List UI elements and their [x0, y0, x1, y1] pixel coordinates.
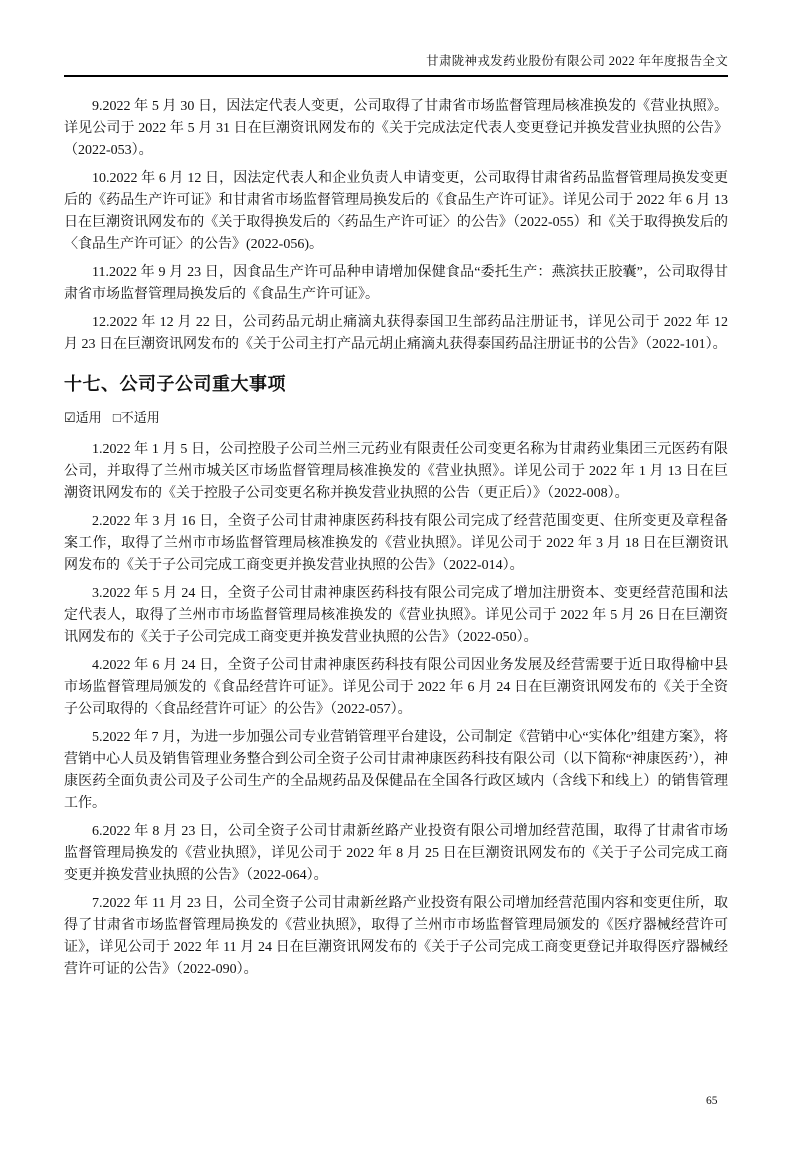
paragraph-item-3: 3.2022 年 5 月 24 日，全资子公司甘肃神康医药科技有限公司完成了增加注册资本、变更经营范围和法定代表人，取得了兰州市市场监督管理局核准换发的《营业执照》。详见公司于 2022 年 5 月 26 日在巨潮资讯网发布的《关于子公司完成工商变更并换发营业执照的公告》（2022-050）。 [64, 586, 728, 645]
section-heading: 十七、公司子公司重大事项 [64, 374, 286, 394]
paragraph-item-9: 9.2022 年 5 月 30 日，因法定代表人变更，公司取得了甘肃省市场监督管理局核准换发的《营业执照》。详见公司于 2022 年 5 月 31 日在巨潮资讯网发布的《关于完成法定代表人变更登记并换发营业执照的公告》（2022-053）。 [64, 99, 728, 158]
paragraph-item-5: 5.2022 年 7 月，为进一步加强公司专业营销管理平台建设，公司制定《营销中心“实体化”组建方案》，将营销中心人员及销售管理业务整合到公司全资子公司甘肃神康医药科技有限公司（以下简称“神康医药’），神康医药全面负责公司及子公司生产的全品规药品及保健品在全国各行政区域内（含线下和线上）的销售管理工作。 [64, 730, 728, 811]
page-content [0, 54, 793, 981]
paragraph-item-10: 10.2022 年 6 月 12 日，因法定代表人和企业负责人申请变更，公司取得甘肃省药品监督管理局换发变更后的《药品生产许可证》和甘肃省市场监督管理局换发后的《食品生产许可证》。详见公司于 2022 年 6 月 13 日在巨潮资讯网发布的《关于取得换发后的〈药品生产许可证〉的公告》（2022-055）和《关于取得换发后的〈食品生产许可证〉的公告》(2022-056)。 [64, 171, 728, 252]
report-title: 甘肃陇神戎发药业股份有限公司 2022 年年度报告全文 [426, 54, 728, 68]
applicable-checkbox-label: ☑适用 [64, 410, 102, 425]
paragraph-item-1: 1.2022 年 1 月 5 日，公司控股子公司兰州三元药业有限责任公司变更名称为甘肃药业集团三元医药有限公司，并取得了兰州市城关区市场监督管理局核准换发的《营业执照》。详见公司于 2022 年 1 月 13 日在巨潮资讯网发布的《关于控股子公司变更名称并换发营业执照的公告（更正后）》（2022-008）。 [64, 442, 728, 501]
paragraph-item-7: 7.2022 年 11 月 23 日，公司全资子公司甘肃新丝路产业投资有限公司增加经营范围内容和变更住所，取得了甘肃省市场监督管理局换发的《营业执照》，取得了兰州市市场监督管理局颁发的《医疗器械经营许可证》，详见公司于 2022 年 11 月 24 日在巨潮资讯网发布的《关于子公司完成工商变更登记并取得医疗器械经营许可证的公告》（2022-090）。 [64, 896, 728, 977]
applicability-row [64, 409, 728, 427]
paragraph-item-11: 11.2022 年 9 月 23 日，因食品生产许可品种申请增加保健食品“委托生产：燕滨扶正胶囊”，公司取得甘肃省市场监督管理局换发后的《食品生产许可证》。 [64, 265, 728, 302]
page-number: 65 [706, 1095, 718, 1107]
paragraph-item-4: 4.2022 年 6 月 24 日，全资子公司甘肃神康医药科技有限公司因业务发展及经营需要于近日取得榆中县市场监督管理局颁发的《食品经营许可证》。详见公司于 2022 年 6 月 24 日在巨潮资讯网发布的《关于全资子公司取得的〈食品经营许可证〉的公告》（2022-057）。 [64, 658, 728, 717]
not-applicable-checkbox-label: □不适用 [112, 410, 160, 425]
report-header [64, 54, 728, 77]
paragraph-item-6: 6.2022 年 8 月 23 日，公司全资子公司甘肃新丝路产业投资有限公司增加经营范围，取得了甘肃省市场监督管理局换发的《营业执照》，详见公司于 2022 年 8 月 25 日在巨潮资讯网发布的《关于子公司完成工商变更并换发营业执照的公告》（2022-064）。 [64, 824, 728, 883]
paragraph-item-12: 12.2022 年 12 月 22 日，公司药品元胡止痛滴丸获得泰国卫生部药品注册证书，详见公司于 2022 年 12 月 23 日在巨潮资讯网发布的《关于公司主打产品元胡止痛滴丸获得泰国药品注册证书的公告》（2022-101）。 [64, 315, 728, 352]
report-page [0, 54, 793, 1176]
paragraph-item-2: 2.2022 年 3 月 16 日，全资子公司甘肃神康医药科技有限公司完成了经营范围变更、住所变更及章程备案工作，取得了兰州市市场监督管理局核准换发的《营业执照》。详见公司于 2022 年 3 月 18 日在巨潮资讯网发布的《关于子公司完成工商变更并换发营业执照的公告》（2022-014）。 [64, 514, 728, 573]
